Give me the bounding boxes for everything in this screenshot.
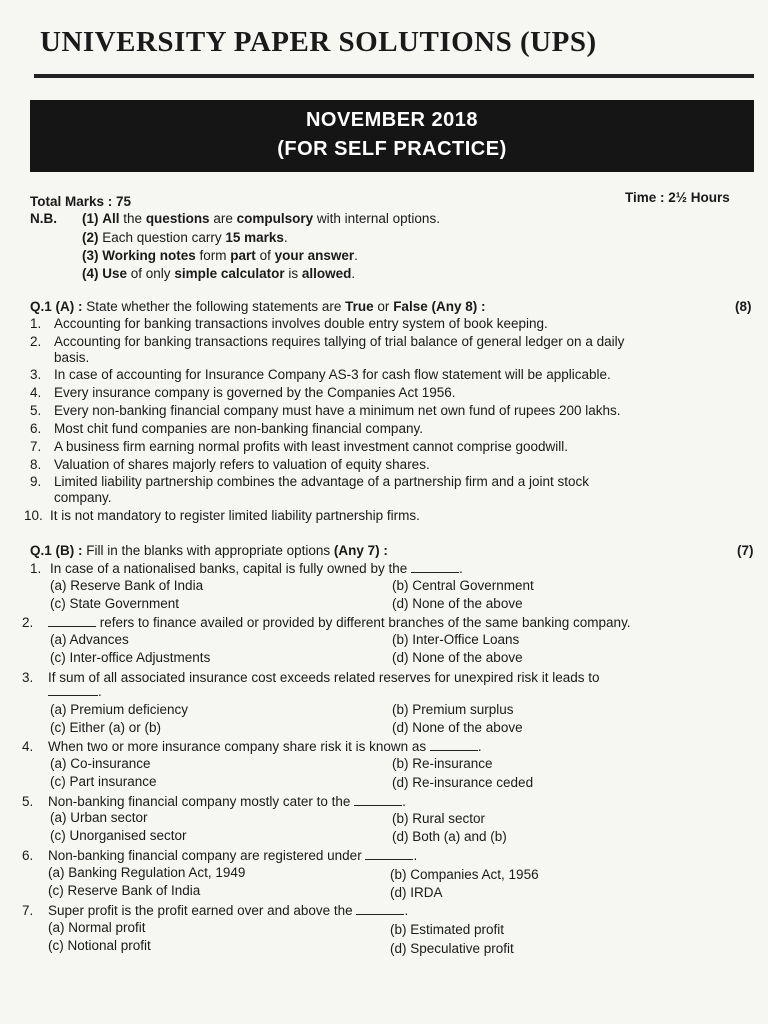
q1b-heading: Q.1 (B) : Fill in the blanks with appropriate options (Any 7) :: [30, 543, 388, 558]
option-b: (b) Estimated profit: [390, 922, 505, 937]
question-item: 4. When two or more insurance company share risk it is known as .: [22, 739, 482, 754]
option-d: (d) None of the above: [392, 596, 523, 611]
option-c: (c) Reserve Bank of India: [48, 883, 201, 898]
list-item: 10. It is not mandatory to register limited liability partnership firms.: [24, 508, 420, 523]
list-item: 5. Every non-banking financial company must have a minimum net own fund of rupees 200 lakhs.: [30, 403, 621, 418]
option-c: (c) Inter-office Adjustments: [50, 650, 211, 665]
option-a: (a) Premium deficiency: [50, 702, 189, 717]
list-item: 1. Accounting for banking transactions involves double entry system of book keeping.: [30, 316, 548, 331]
nb-label: N.B.: [30, 211, 57, 226]
option-b: (b) Rural sector: [392, 811, 486, 826]
total-marks: Total Marks : 75: [30, 194, 132, 209]
question-item: 3. If sum of all associated insurance cost exceeds related reserves for unexpired risk it leads to: [22, 670, 600, 685]
option-d: (d) Speculative profit: [390, 941, 514, 956]
note-2: (2) Each question carry 15 marks.: [82, 230, 288, 245]
note-3: (3) Working notes form part of your answer.: [82, 248, 358, 263]
note-4: (4) Use of only simple calculator is allowed.: [82, 266, 356, 281]
option-a: (a) Banking Regulation Act, 1949: [48, 865, 246, 880]
option-a: (a) Advances: [50, 632, 129, 647]
option-c: (c) Part insurance: [50, 774, 157, 789]
list-item: 3. In case of accounting for Insurance Company AS-3 for cash flow statement will be applicable.: [30, 367, 611, 382]
option-d: (d) None of the above: [392, 720, 523, 735]
list-item: 2. Accounting for banking transactions requires tallying of trial balance of general ledger on a daily: [30, 334, 625, 349]
option-d: (d) IRDA: [390, 885, 443, 900]
question-item: 2. refers to finance availed or provided by different branches of the same banking company.: [22, 615, 631, 630]
option-b: (b) Companies Act, 1956: [390, 867, 539, 882]
option-a: (a) Urban sector: [50, 810, 148, 825]
note-1: (1) All the questions are compulsory with internal options.: [82, 211, 440, 226]
option-a: (a) Co-insurance: [50, 756, 151, 771]
q1b-marks: (7): [737, 543, 754, 558]
exam-time: Time : 2½ Hours: [625, 190, 730, 205]
option-a: (a) Reserve Bank of India: [50, 578, 204, 593]
header-divider: [34, 74, 754, 78]
option-d: (d) None of the above: [392, 650, 523, 665]
option-b: (b) Premium surplus: [392, 702, 514, 717]
option-b: (b) Inter-Office Loans: [392, 632, 520, 647]
q1a-heading: Q.1 (A) : State whether the following statements are True or False (Any 8) :: [30, 299, 486, 314]
option-d: (d) Both (a) and (b): [392, 829, 507, 844]
page-header-title: UNIVERSITY PAPER SOLUTIONS (UPS): [40, 26, 597, 58]
list-item-continuation: company.: [54, 490, 112, 505]
option-b: (b) Central Government: [392, 578, 534, 593]
option-d: (d) Re-insurance ceded: [392, 775, 534, 790]
question-item: 6. Non-banking financial company are registered under .: [22, 848, 418, 863]
question-blank-line: .: [48, 683, 102, 700]
list-item: 6. Most chit fund companies are non-banking financial company.: [30, 421, 423, 436]
list-item: 9. Limited liability partnership combines the advantage of a partnership firm and a joint stock: [30, 474, 590, 489]
exam-banner: [30, 100, 754, 172]
list-item: 7. A business firm earning normal profits with least investment cannot comprise goodwill.: [30, 439, 568, 454]
question-item: 1. In case of a nationalised banks, capital is fully owned by the .: [30, 561, 463, 576]
option-b: (b) Re-insurance: [392, 756, 493, 771]
question-item: 5. Non-banking financial company mostly cater to the .: [22, 794, 406, 809]
option-c: (c) Notional profit: [48, 938, 151, 953]
banner-subtitle: (FOR SELF PRACTICE): [277, 138, 507, 160]
option-a: (a) Normal profit: [48, 920, 146, 935]
question-item: 7. Super profit is the profit earned over and above the .: [22, 903, 409, 918]
list-item-continuation: basis.: [54, 350, 90, 365]
banner-session: NOVEMBER 2018: [305, 109, 479, 131]
list-item: 4. Every insurance company is governed by the Companies Act 1956.: [30, 385, 456, 400]
option-c: (c) Unorganised sector: [50, 828, 187, 843]
option-c: (c) State Government: [50, 596, 180, 611]
list-item: 8. Valuation of shares majorly refers to valuation of equity shares.: [30, 457, 430, 472]
q1a-marks: (8): [735, 299, 752, 314]
option-c: (c) Either (a) or (b): [50, 720, 162, 735]
